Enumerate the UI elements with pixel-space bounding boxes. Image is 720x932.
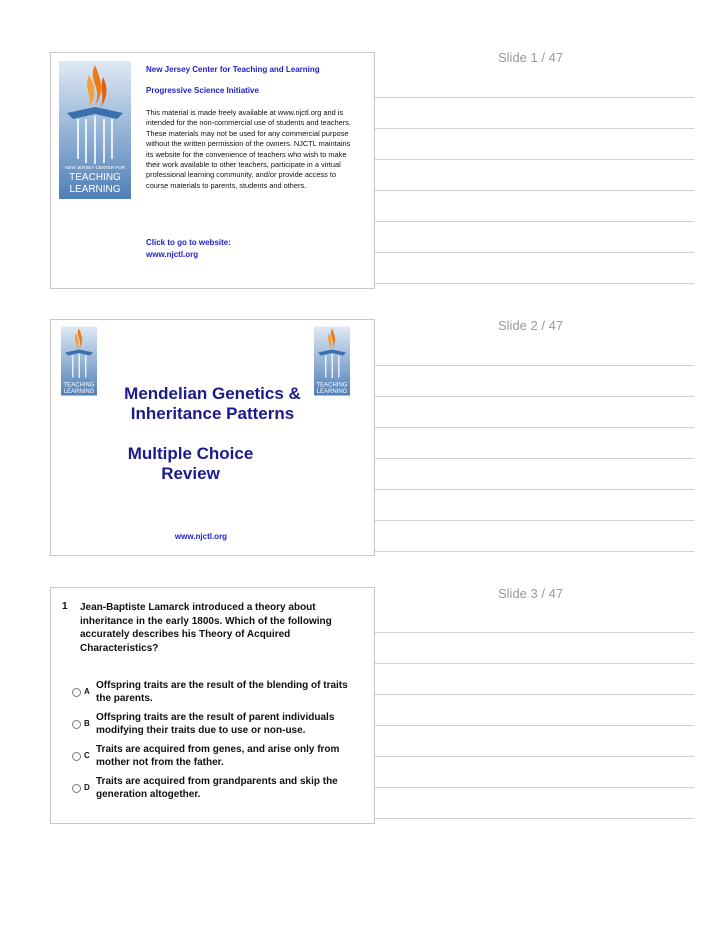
note-line [374, 396, 694, 397]
radio-button[interactable] [72, 720, 81, 729]
subtitle-line-2: Review [161, 464, 220, 483]
choice-c[interactable] [72, 743, 372, 773]
note-line [374, 725, 694, 726]
note-line [374, 252, 694, 253]
logo-right-line2: TEACHING [316, 382, 348, 389]
note-line [374, 97, 694, 98]
slide-2 [50, 319, 375, 556]
note-line [374, 283, 694, 284]
slide-1 [50, 52, 375, 289]
note-line [374, 427, 694, 428]
note-line [374, 365, 694, 366]
choice-text: Traits are acquired from genes, and arise only from mother not from the father. [96, 744, 340, 768]
website-link[interactable]: www.njctl.org [146, 250, 199, 259]
initiative-name: Progressive Science Initiative [146, 86, 259, 95]
radio-button[interactable] [72, 688, 81, 697]
logo-left-line3: LEARNING [63, 389, 95, 395]
note-line [374, 632, 694, 633]
note-line [374, 190, 694, 191]
choice-d[interactable] [72, 775, 372, 805]
choice-letter: C [84, 751, 90, 760]
note-line [374, 520, 694, 521]
note-line [374, 458, 694, 459]
note-line [374, 818, 694, 819]
note-line [374, 756, 694, 757]
note-line [374, 489, 694, 490]
choice-text: Offspring traits are the result of parent individuals modifying their traits due to use or non-use. [96, 712, 335, 736]
choice-letter: B [84, 719, 90, 728]
choice-b[interactable] [72, 711, 372, 741]
choice-a[interactable] [72, 679, 372, 709]
note-line [374, 221, 694, 222]
choice-text: Traits are acquired from grandparents and skip the generation altogether. [96, 776, 338, 800]
choice-text: Offspring traits are the result of the blending of traits the parents. [96, 680, 348, 704]
slide-3 [50, 587, 375, 824]
subtitle-line-1: Multiple Choice [127, 444, 254, 463]
slide-3-label: Slide 3 / 47 [498, 586, 564, 601]
note-line [374, 551, 694, 552]
disclaimer-text: This material is made freely available at www.njctl.org and is intended for the non-commercial use of students and teachers. These materials may not be used for any commercial purpose without the written permission of the owners. NJCTL maintains its website for the convenience of teachers who wish to make their work available to other teachers, participate in a virtual professional learning community, and/or provide access to course materials to parents, students and others. [146, 108, 352, 190]
note-line [374, 128, 694, 129]
question-number: 1 [62, 601, 68, 612]
note-line [374, 694, 694, 695]
question-text: Jean-Baptiste Lamarck introduced a theory about inheritance in the early 1800s. Which of the following accurately describes his Theory of Acquired Characteristics? [80, 602, 332, 654]
njctl-logo [59, 61, 131, 199]
title-line-2: Inheritance Patterns [130, 404, 295, 423]
logo-right-line3: LEARNING [316, 389, 348, 395]
slide-1-label: Slide 1 / 47 [498, 50, 564, 65]
title-line-1: Mendelian Genetics & [124, 384, 301, 403]
logo-line3: LEARNING [69, 184, 121, 195]
slide-2-website[interactable]: www.njctl.org [174, 532, 228, 541]
radio-button[interactable] [72, 752, 81, 761]
choice-letter: A [84, 687, 90, 696]
note-line [374, 787, 694, 788]
website-cta: Click to go to website: [146, 238, 231, 247]
logo-line2: TEACHING [69, 172, 121, 183]
logo-line1: NEW JERSEY CENTER FOR [65, 165, 125, 170]
choice-letter: D [84, 783, 90, 792]
logo-left-line2: TEACHING [63, 382, 95, 389]
slide-2-label: Slide 2 / 47 [498, 318, 564, 333]
radio-button[interactable] [72, 784, 81, 793]
note-line [374, 159, 694, 160]
org-name: New Jersey Center for Teaching and Learning [146, 65, 320, 74]
note-line [374, 663, 694, 664]
